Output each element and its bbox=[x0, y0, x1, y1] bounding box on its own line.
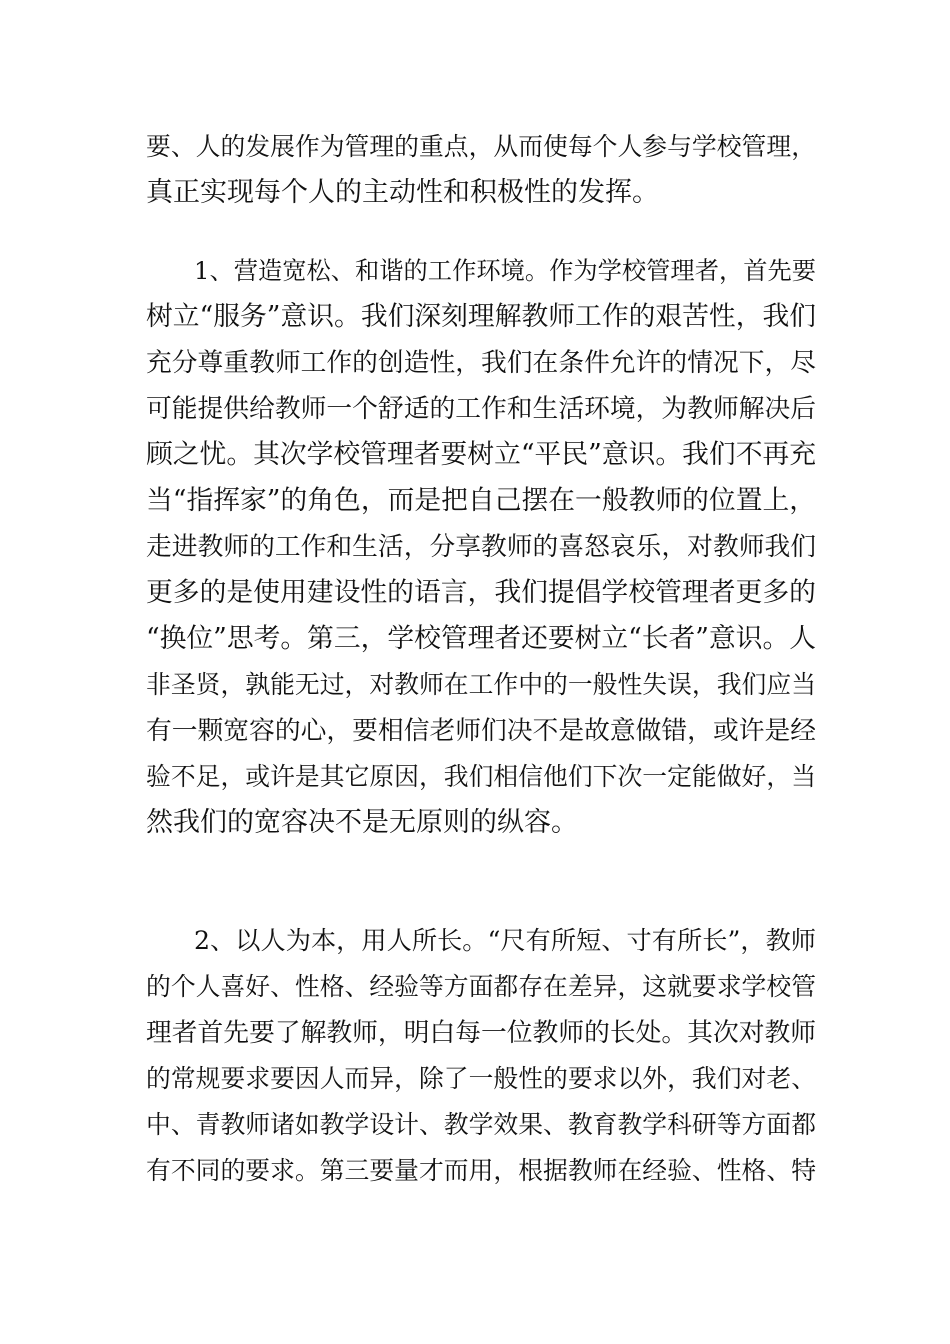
text-line: 充分尊重教师工作的创造性，我们在条件允许的情况下，尽 bbox=[146, 348, 816, 378]
paragraph-item-1 bbox=[146, 248, 816, 846]
text-line: 顾之忧。其次学校管理者要树立“平民”意识。我们不再充 bbox=[146, 439, 816, 470]
text-line: “换位”思考。第三，学校管理者还要树立“长者”意识。人 bbox=[146, 623, 816, 654]
text-line: 走进教师的工作和生活，分享教师的喜怒哀乐，对教师我们 bbox=[146, 532, 816, 562]
text-line: 当“指挥家”的角色，而是把自己摆在一般教师的位置上， bbox=[146, 485, 816, 516]
text-line: 的常规要求要因人而异，除了一般性的要求以外，我们对老、 bbox=[146, 1064, 816, 1093]
text-line: 要、人的发展作为管理的重点，从而使每个人参与学校管理， bbox=[146, 132, 816, 161]
paragraph-intro-continued bbox=[146, 124, 816, 216]
text-line: 树立“服务”意识。我们深刻理解教师工作的艰苦性，我们 bbox=[146, 301, 816, 332]
text-line: 中、青教师诸如教学设计、教学效果、教育教学科研等方面都 bbox=[146, 1110, 816, 1139]
text-line: 有不同的要求。第三要量才而用，根据教师在经验、性格、特 bbox=[146, 1156, 816, 1185]
text-line: 非圣贤，孰能无过，对教师在工作中的一般性失误，我们应当 bbox=[146, 670, 816, 699]
text-line: 更多的是使用建设性的语言，我们提倡学校管理者更多的 bbox=[146, 577, 816, 608]
text-line: 有一颗宽容的心，要相信老师们决不是故意做错，或许是经 bbox=[146, 716, 816, 746]
text-line: 真正实现每个人的主动性和积极性的发挥。 bbox=[146, 177, 659, 208]
paragraph-item-2 bbox=[146, 918, 816, 1194]
text-line: 可能提供给教师一个舒适的工作和生活环境，为教师解决后 bbox=[146, 394, 816, 424]
text-line: 1、营造宽松、和谐的工作环境。作为学校管理者，首先要 bbox=[194, 256, 816, 285]
text-line: 理者首先要了解教师，明白每一位教师的长处。其次对教师 bbox=[146, 1018, 816, 1048]
text-line: 2、以人为本，用人所长。“尺有所短、寸有所长”，教师 bbox=[194, 926, 816, 955]
text-line: 的个人喜好、性格、经验等方面都存在差异，这就要求学校管 bbox=[146, 972, 816, 1001]
text-line: 然我们的宽容决不是无原则的纵容。 bbox=[146, 807, 578, 838]
text-line: 验不足，或许是其它原因，我们相信他们下次一定能做好，当 bbox=[146, 762, 816, 791]
